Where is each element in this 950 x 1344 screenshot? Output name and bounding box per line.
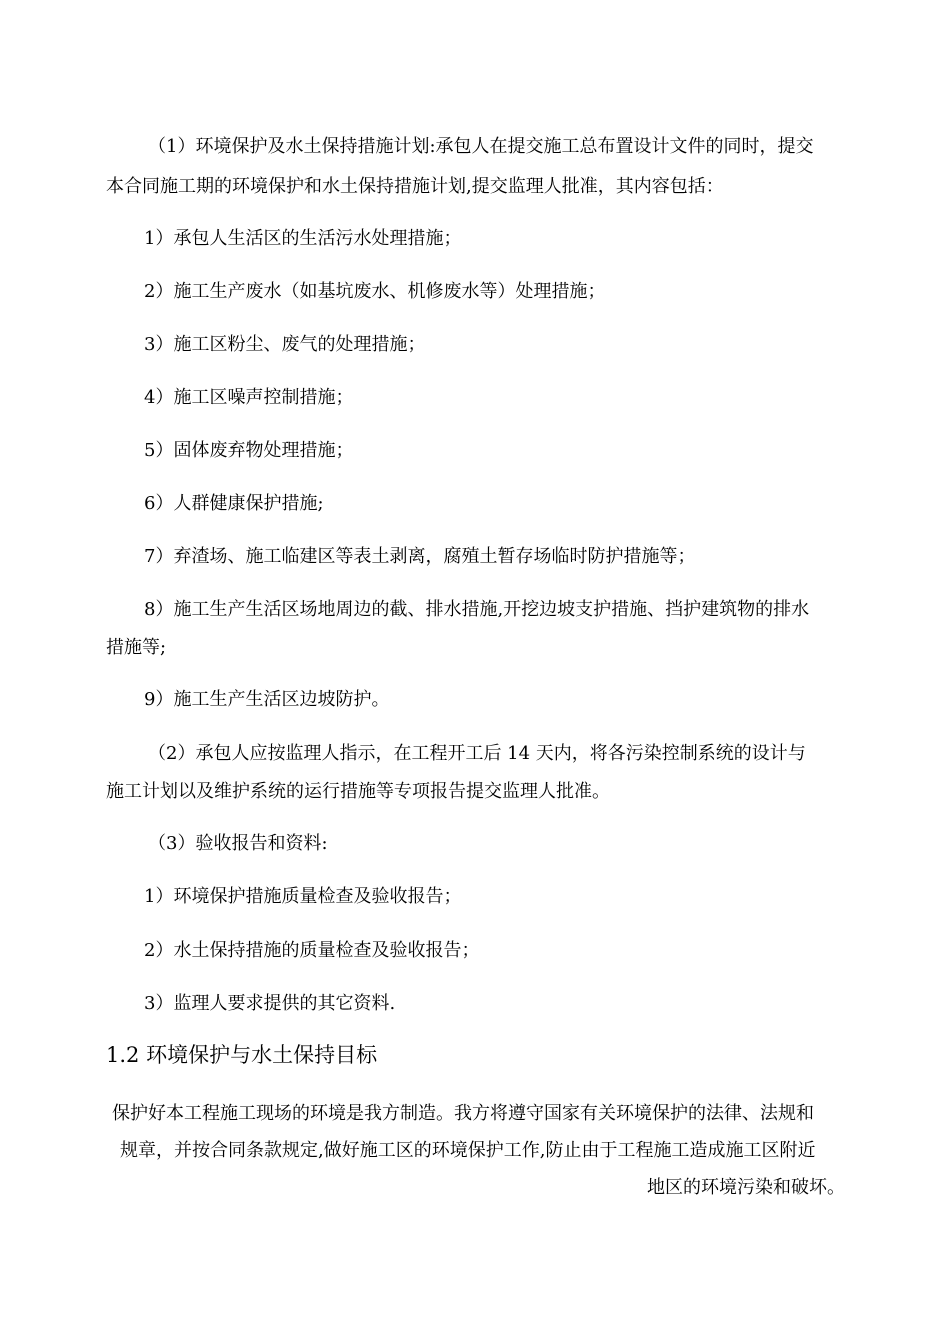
- report-item: 1）环境保护措施质量检查及验收报告；: [144, 886, 462, 907]
- list-item: 7）弃渣场、施工临建区等表土剥离，腐殖土暂存场临时防护措施等；: [144, 546, 696, 567]
- list-item-8-line-2: 措施等;: [106, 637, 167, 658]
- list-item: 3）施工区粉尘、废气的处理措施；: [144, 334, 426, 355]
- list-item-9: 9）施工生产生活区边坡防护。: [144, 689, 390, 710]
- goal-paragraph-line-1: 保护好本工程施工现场的环境是我方制造。我方将遵守国家有关环境保护的法律、法规和: [112, 1103, 814, 1124]
- paragraph-2-line-2: 施工计划以及维护系统的运行措施等专项报告提交监理人批准。: [106, 781, 610, 802]
- goal-paragraph-line-2: 规章，并按合同条款规定,做好施工区的环境保护工作,防止由于工程施工造成施工区附近: [120, 1140, 816, 1161]
- list-item: 4）施工区噪声控制措施；: [144, 387, 354, 408]
- paragraph-1-line-2: 本合同施工期的环境保护和水土保持措施计划,提交监理人批准，其内容包括：: [106, 176, 724, 197]
- report-item: 3）监理人要求提供的其它资料.: [144, 993, 396, 1014]
- list-item-8-line-1: 8）施工生产生活区场地周边的截、排水措施,开挖边坡支护措施、挡护建筑物的排水: [144, 599, 810, 620]
- list-item: 2）施工生产废水（如基坑废水、机修废水等）处理措施；: [144, 281, 606, 302]
- paragraph-1-line-1: （1）环境保护及水土保持措施计划:承包人在提交施工总布置设计文件的同时，提交: [148, 136, 814, 157]
- list-item: 1）承包人生活区的生活污水处理措施；: [144, 228, 462, 249]
- list-item: 6）人群健康保护措施;: [144, 493, 324, 514]
- list-item: 5）固体废弃物处理措施；: [144, 440, 354, 461]
- section-heading: 1.2 环境保护与水土保持目标: [106, 1043, 378, 1067]
- goal-paragraph-line-3: 地区的环境污染和破坏。: [647, 1177, 845, 1198]
- paragraph-3: （3）验收报告和资料:: [148, 833, 328, 854]
- report-item: 2）水土保持措施的质量检查及验收报告；: [144, 940, 480, 961]
- paragraph-2-line-1: （2）承包人应按监理人指示，在工程开工后 14 天内，将各污染控制系统的设计与: [148, 743, 806, 764]
